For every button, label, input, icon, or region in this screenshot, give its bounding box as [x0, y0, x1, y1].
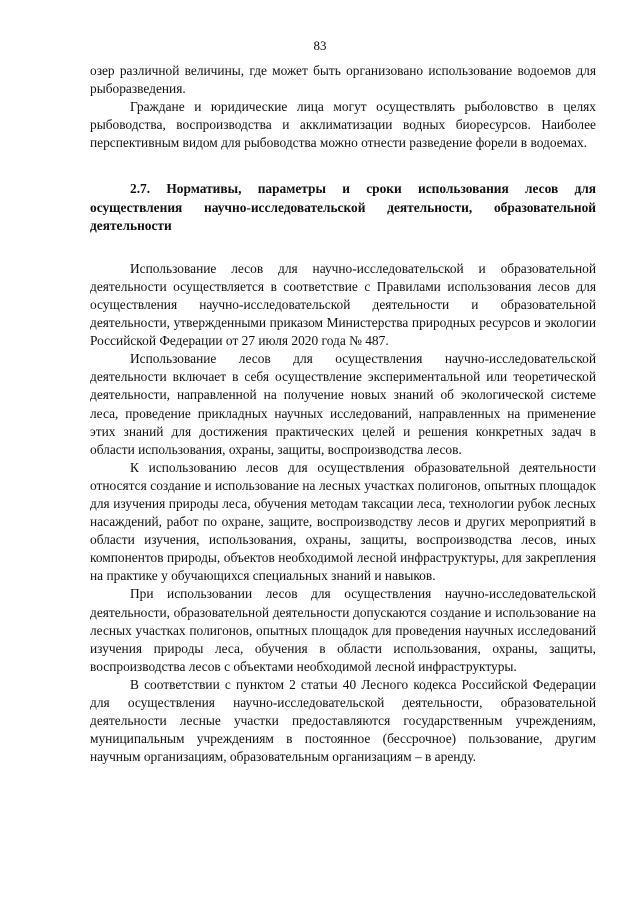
- heading-spacer: [90, 235, 596, 260]
- intro-paragraph-continued: озер различной величины, где может быть организовано использование водоемов для рыборазведения.: [90, 63, 596, 97]
- section-paragraph-2: Использование лесов для осуществления научно-исследовательской деятельности включает в себя осуществление экспериментальной или теоретической деятельности, направленной на получение новых знаний об экологической системе леса, проведение прикладных научных исследований, направленных на применение этих знаний для достижения практических целей и решения конкретных задач в области использования, охраны, защиты, воспроизводства лесов.: [90, 351, 596, 457]
- page-number: 83: [313, 38, 327, 53]
- section-paragraph-1: Использование лесов для научно-исследовательской и образовательной деятельности осуществляется в соответствие с Правилами использования лесов для осуществления научно-исследовательской деятельности и образовательной деятельности, утвержденными приказом Министерства природных ресурсов и экологии Российской Федерации от 27 июля 2020 года № 487.: [90, 260, 596, 349]
- page-body: [90, 62, 596, 766]
- section-paragraph-3: К использованию лесов для осуществления образовательной деятельности относятся создание и использование на лесных участках полигонов, опытных площадок для изучения природы леса, обучения методам таксации леса, технологии рубок лесных насаждений, работ по охране, защите, воспроизводству лесов и других мероприятий в области изучения, использования, охраны, защиты, воспроизводства лесов, иных компонентов природы, объектов необходимой лесной инфраструктуры, для закрепления на практике у обучающихся специальных знаний и навыков.: [90, 459, 596, 584]
- intro-paragraph-fishing: Граждане и юридические лица могут осуществлять рыболовство в целях рыбоводства, воспроизводства и акклиматизации водных биоресурсов. Наиболее перспективным видом для рыбоводства можно отнести разведение форели в водоемах.: [90, 99, 596, 151]
- section-paragraph-4: При использовании лесов для осуществления научно-исследовательской деятельности, образовательной деятельности допускаются создание и использование на лесных участках полигонов, опытных площадок для проведения научных исследований изучения природы леса, обучения в области использования, охраны, защиты, воспроизводства лесов с объектами необходимой лесной инфраструктуры.: [90, 586, 596, 674]
- section-paragraph-5: В соответствии с пунктом 2 статьи 40 Лесного кодекса Российской Федерации для осуществления научно-исследовательской деятельности, образовательной деятельности лесные участки предоставляются государственным учреждениям, муниципальным учреждениям в постоянное (бессрочное) пользование, другим научным организациям, образовательным организациям – в аренду.: [90, 676, 596, 765]
- section-heading: 2.7. Нормативы, параметры и сроки использования лесов для осуществления научно-исследовательской деятельности, образовательной деятельности: [90, 181, 596, 233]
